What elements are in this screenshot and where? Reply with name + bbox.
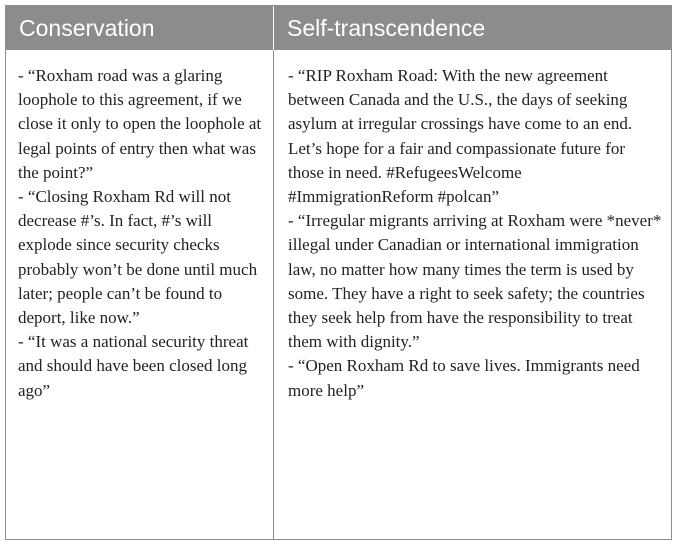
conservation-quote-3: - “It was a national security threat and should have been closed long ago” — [18, 332, 249, 400]
self-transcendence-quote-3: - “Open Roxham Rd to save lives. Immigrants need more help” — [288, 356, 640, 400]
header-conservation: Conservation — [6, 6, 274, 50]
self-transcendence-quote-1: - “RIP Roxham Road: With the new agreement between Canada and the U.S., the days of seeking asylum at irregular crossings have come to an end. Let’s hope for a fair and compassionate future for those in need. #RefugeesWelcome #ImmigrationReform #polcan” — [288, 66, 633, 207]
quotes-table — [5, 5, 672, 540]
conservation-quote-1: - “Roxham road was a glaring loophole to this agreement, if we close it only to open the loophole at legal points of entry then what was the point?” — [18, 66, 262, 182]
conservation-cell — [6, 50, 274, 539]
self-transcendence-cell — [274, 50, 671, 539]
conservation-quote-2: - “Closing Roxham Rd will not decrease #’s. In fact, #’s will explode since security checks probably won’t be done until much later; people can’t be found to deport, like now.” — [18, 187, 258, 328]
header-self-transcendence: Self-transcendence — [274, 6, 671, 50]
self-transcendence-quote-2: - “Irregular migrants arriving at Roxham were *never* illegal under Canadian or international immigration law, no matter how many times the term is used by some. They have a right to seek safety; the countries they seek help from have the responsibility to treat them with dignity.” — [288, 211, 662, 352]
